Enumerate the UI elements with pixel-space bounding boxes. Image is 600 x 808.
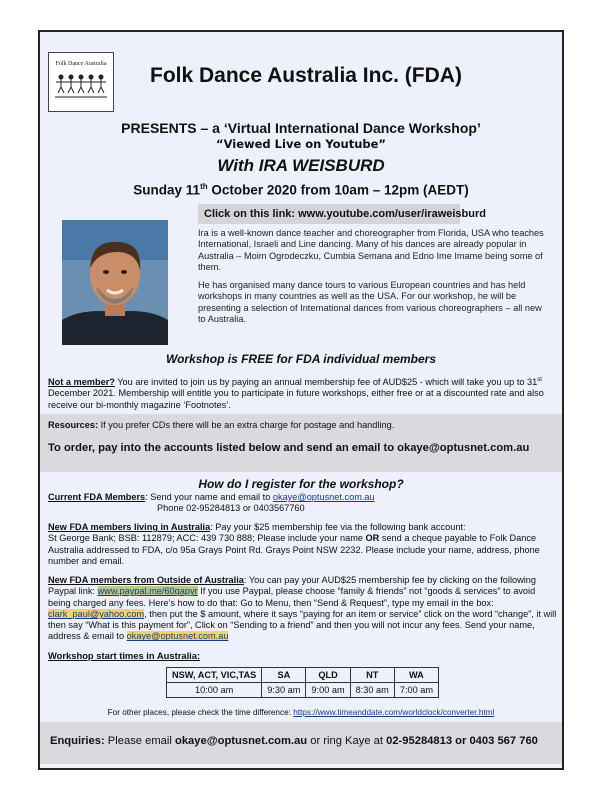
table-header: NSW, ACT, VIC,TAS xyxy=(167,668,262,683)
youtube-link[interactable]: Click on this link: www.youtube.com/user/iraweisburd xyxy=(198,204,460,224)
presents-heading: PRESENTS – a ‘Virtual International Dance Workshop’ xyxy=(121,120,481,136)
new-overseas-members-section: New FDA members from Outside of Australia: You can pay your AUD$25 membership fee by clicking on the following Paypal link: www.paypal.me/60gapyr If you use Paypal, please choose “family & friends” not “goods & services” to avoid being charged any fees. Here’s how to do that: Go to Menu, then “Send & Request”, type my email in the box: clark_paul@yahoo.com, then put the $ amount, where it says “paying for an item or service” click on the word “change”, it will then say “What is this payment for”, Click on “Sending to a friend” and then you will not incur any fees. Send your name, address & email to okaye@optusnet.com.au xyxy=(48,575,557,642)
enquiries-phone: 02-95284813 or 0403 567 760 xyxy=(386,735,538,747)
table-cell: 7:00 am xyxy=(394,683,438,698)
table-cell: 10:00 am xyxy=(167,683,262,698)
not-member-paragraph: Not a member? You are invited to join us by paying an annual membership fee of AUD$25 - which will take you up to 31st December 2021. Membership will entitle you to participate in future workshops, either free or at a discounted rate and also receive our bi-monthly magazine ‘Footnotes’. xyxy=(48,377,544,410)
event-date: Sunday 11th October 2020 from 10am – 12pm (AEDT) xyxy=(133,182,469,198)
fda-logo xyxy=(48,52,114,112)
enquiries-line: Enquiries: Please email okaye@optusnet.com.au or ring Kaye at 02-95284813 or 0403 567 760 xyxy=(50,735,538,747)
org-title: Folk Dance Australia Inc. (FDA) xyxy=(150,64,462,87)
table-header: QLD xyxy=(306,668,350,683)
timezone-note: For other places, please check the time difference: https://www.timeanddate.com/worldclock/converter.html xyxy=(107,708,495,717)
start-times-title: Workshop start times in Australia: xyxy=(48,650,201,661)
order-instructions: To order, pay into the accounts listed below and send an email to okaye@optusnet.com.au xyxy=(48,442,530,454)
table-cell: 9:30 am xyxy=(262,683,306,698)
logo-text: Folk Dance Australia xyxy=(55,61,107,67)
bio-paragraph-1: Ira is a well-known dance teacher and choreographer from Florida, USA who teaches International, Israeli and Line dancing. Many of his dances are already popular in Australia – Moim Ogrodeczku, Cumbia Semana and Edno Ime Imame being some of them. xyxy=(198,228,544,272)
current-members-section: Current FDA Members: Send your name and email to okaye@optusnet.com.au Phone 02-95284813 or 0403567760 xyxy=(48,492,375,514)
table-header: NT xyxy=(350,668,394,683)
viewed-live-subtitle: “Viewed Live on Youtube” xyxy=(216,137,386,151)
new-aus-members-section: New FDA members living in Australia: Pay your $25 membership fee via the following bank account: St George Bank; BSB: 112879; ACC: 439 730 888; Please include your name OR send a cheque payable to Folk Dance Australia addressed to FDA, c/o 95a Grays Point Rd. Grays Point NSW 2232. Please include your name, address, phone number and email. xyxy=(48,522,540,566)
resources-note: Resources: If you prefer CDs there will be an extra charge for postage and handling. xyxy=(48,420,395,430)
table-header: SA xyxy=(262,668,306,683)
table-cell: 8:30 am xyxy=(350,683,394,698)
free-heading: Workshop is FREE for FDA individual members xyxy=(165,352,437,366)
presenter-heading: With IRA WEISBURD xyxy=(217,156,385,175)
contact-email-link[interactable]: okaye@optusnet.com.au xyxy=(126,631,229,642)
timeanddate-link[interactable]: https://www.timeanddate.com/worldclock/converter.html xyxy=(293,708,495,717)
register-heading: How do I register for the workshop? xyxy=(198,477,404,491)
flyer xyxy=(38,30,564,770)
dancers-logo-icon xyxy=(49,53,113,111)
paypal-link[interactable]: www.paypal.me/60gapyr xyxy=(97,586,198,597)
enquiries-email[interactable]: okaye@optusnet.com.au xyxy=(174,735,308,747)
presenter-photo xyxy=(62,220,168,345)
start-times-table xyxy=(166,667,439,698)
current-email-link[interactable]: okaye@optusnet.com.au xyxy=(272,492,375,502)
bio-paragraph-2: He has organised many dance tours to various European countries and has held workshops in many countries as well as the USA. For our workshop, he will be presenting a selection of International dances from various choreographers – all new to Australia. xyxy=(198,280,542,324)
paypal-email-link[interactable]: clark_paul@yahoo.com xyxy=(48,608,145,619)
table-header: WA xyxy=(394,668,438,683)
table-cell: 9:00 am xyxy=(306,683,350,698)
